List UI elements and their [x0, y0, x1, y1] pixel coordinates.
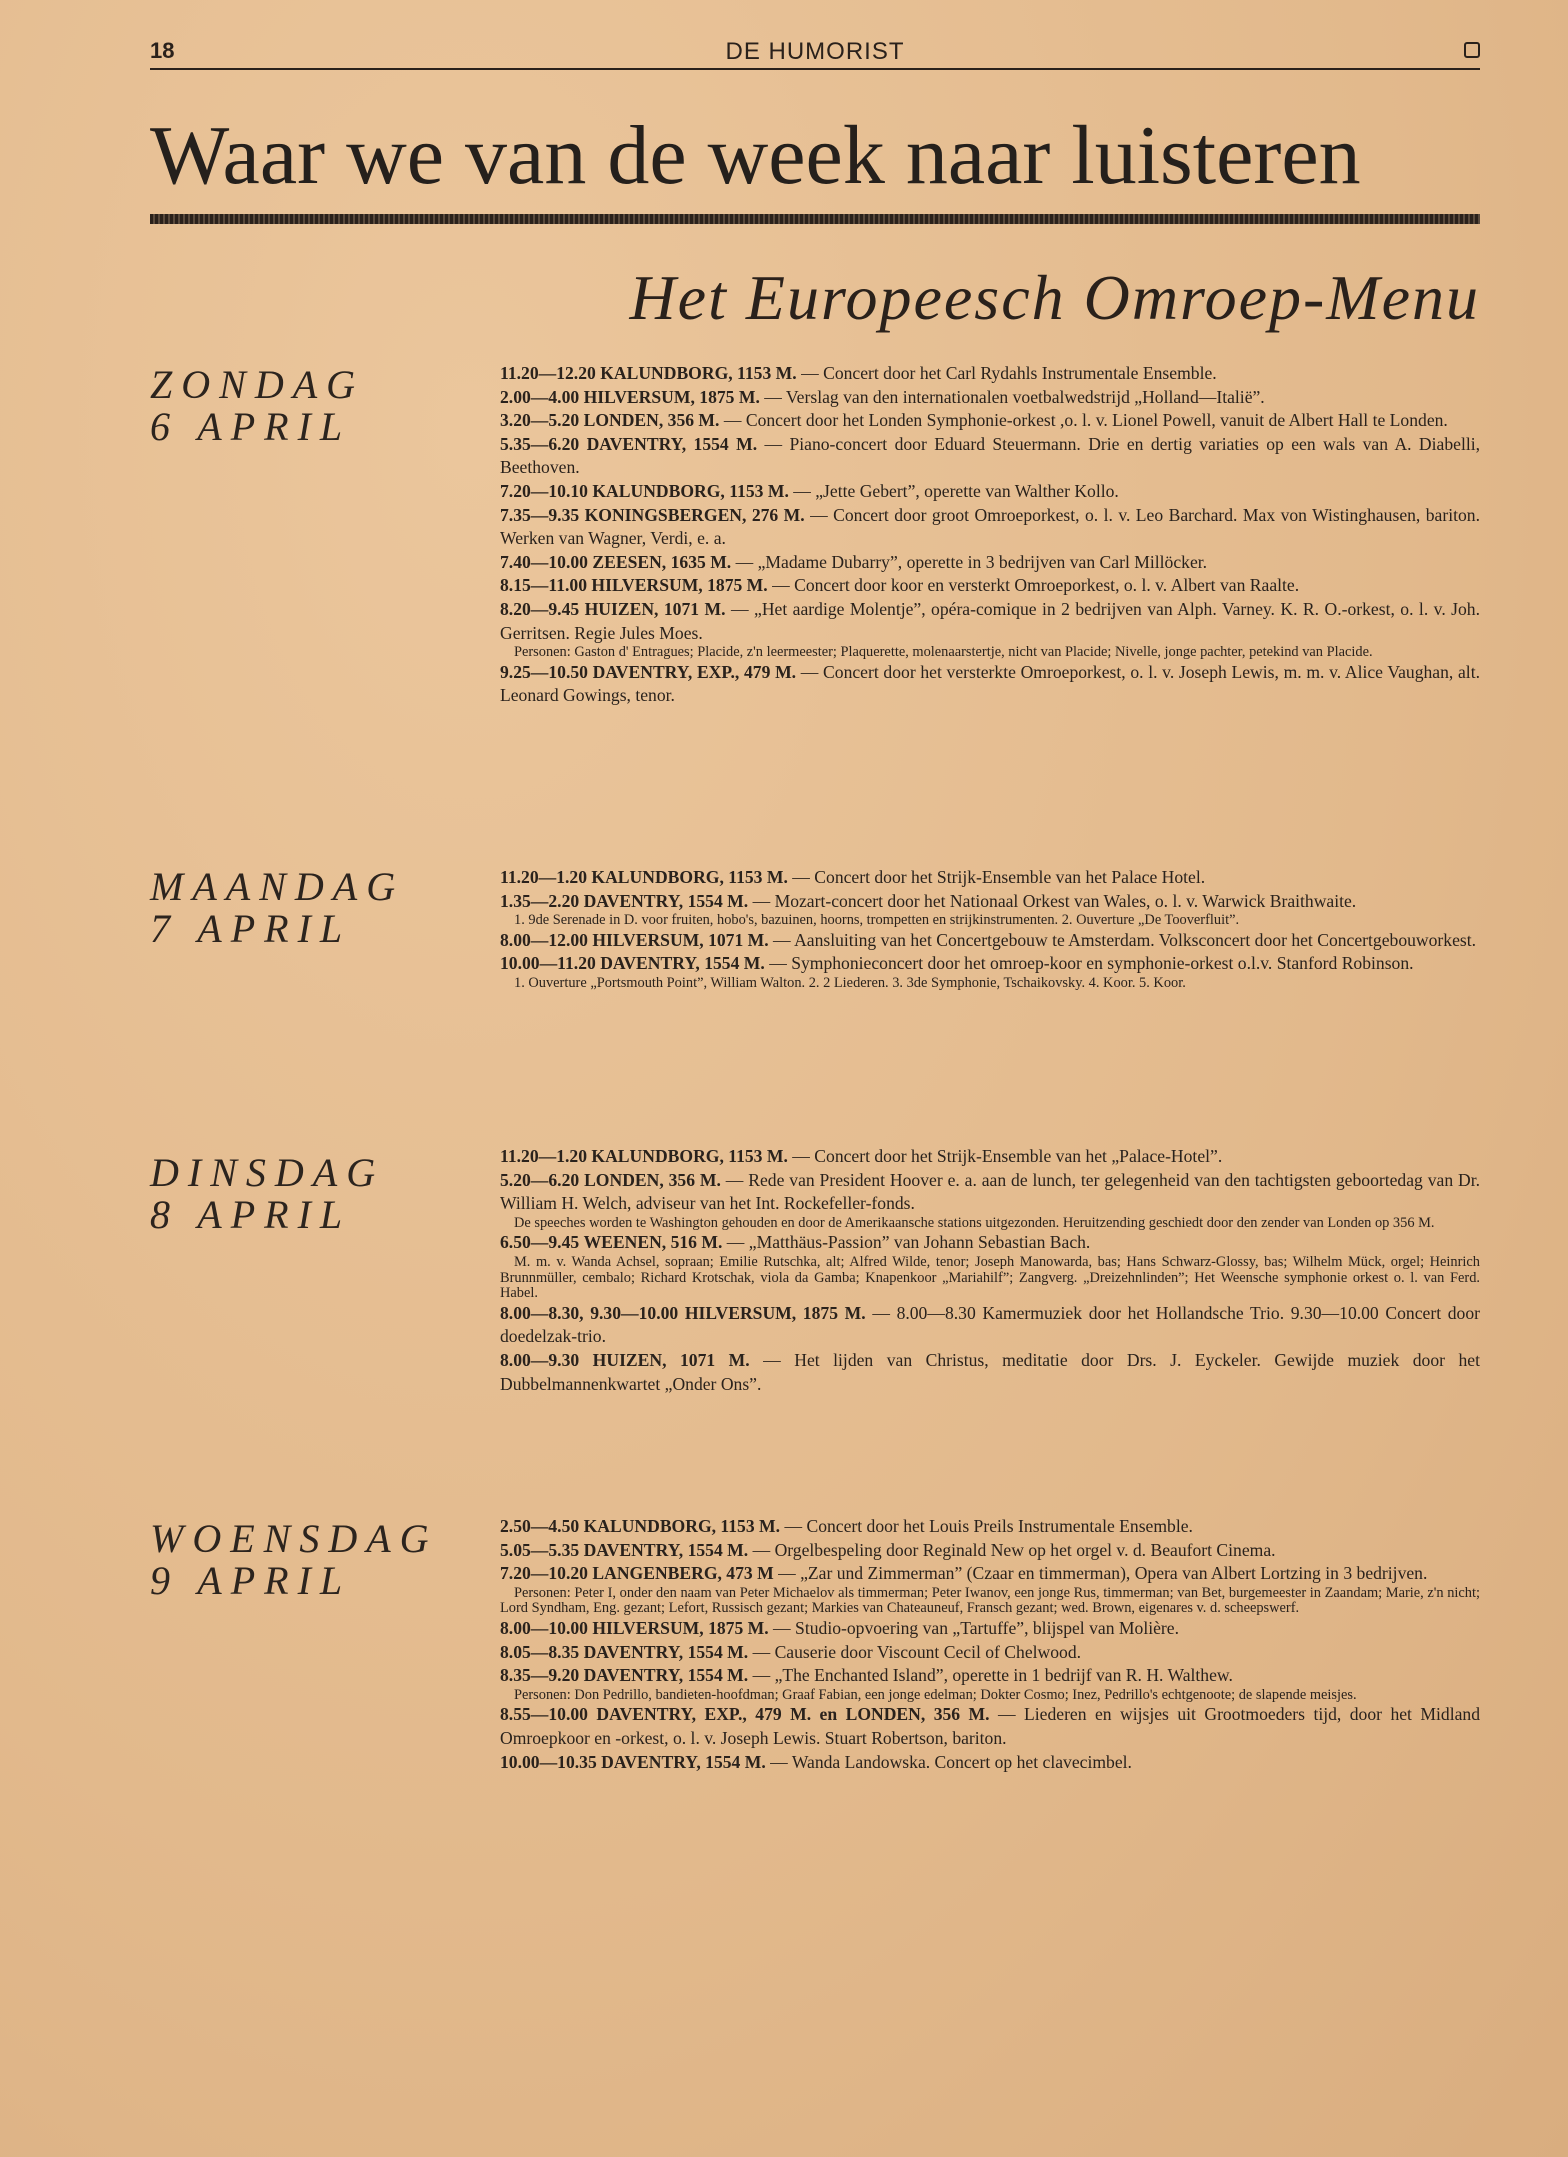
program-time: 7.20—10.20: [500, 1563, 588, 1584]
program-description: — Het lijden van Christus, meditatie door Drs. J. Eyckeler. Gewijde muziek door het Dubbelmannenkwartet „Onder Ons”.: [500, 1349, 1480, 1394]
program-station: DAVENTRY, EXP., 479 M. en LONDEN, 356 M.: [596, 1704, 990, 1725]
program-station: DAVENTRY, 1554 M.: [583, 1665, 749, 1686]
day-name: ZONDAG: [150, 362, 365, 407]
program-description: — „Jette Gebert”, operette van Walther Kollo.: [788, 480, 1119, 501]
program-time: 6.50—9.45: [500, 1232, 580, 1253]
program-entry: [500, 598, 1480, 645]
program-entry: [500, 1231, 1480, 1255]
program-description: — Orgelbespeling door Reginald New op het orgel v. d. Beaufort Cinema.: [748, 1539, 1276, 1560]
program-entry: [500, 1703, 1480, 1750]
program-entry: [500, 362, 1480, 386]
program-station: LONDEN, 356 M.: [583, 410, 720, 431]
program-entry: [500, 386, 1480, 410]
program-description: — Concert door het Londen Symphonie-orkest ,o. l. v. Lionel Powell, vanuit de Albert Hall te Londen.: [719, 410, 1448, 431]
program-station: DAVENTRY, 1554 M.: [601, 1751, 766, 1772]
program-note: Personen: Peter I, onder den naam van Peter Michaelov als timmerman; Peter Iwanov, een jonge Rus, timmerman; van Bet, burgemeester in Zaandam; Marie, z'n nicht; Lord Syndham, Eng. gezant; Lefort, Russisch gezant; Markies van Chateauneuf, Fransch gezant; wed. Brown, eigenares v. d. scheepswerf.: [500, 1584, 1480, 1617]
program-station: KALUNDBORG, 1153 M.: [600, 363, 797, 383]
program-description: — Piano-concert door Eduard Steuermann. Drie en dertig variaties op een wals van A. Diabelli, Beethoven.: [500, 433, 1481, 478]
program-time: 8.00—9.30: [500, 1349, 580, 1370]
program-entry: [500, 1664, 1480, 1688]
program-description: — Verslag van den internationalen voetbalwedstrijd „Holland—Italië”.: [759, 386, 1265, 407]
schedule-sunday: [500, 362, 1480, 708]
program-time: 8.20—9.45: [500, 598, 580, 619]
program-time: 8.15—11.00: [500, 575, 587, 596]
day-date: 9 APRIL: [150, 1558, 352, 1603]
program-time: 2.00—4.00: [500, 386, 580, 407]
program-description: — Concert door het Carl Rydahls Instrumentale Ensemble.: [796, 363, 1217, 383]
day-heading-wednesday: [150, 1518, 470, 1602]
program-entry: [500, 1562, 1480, 1586]
program-station: KONINGSBERGEN, 276 M.: [584, 504, 805, 525]
program-station: ZEESEN, 1635 M.: [592, 551, 732, 572]
program-description: — Aansluiting van het Concertgebouw te Amsterdam. Volksconcert door het Concertgebouworkest.: [768, 929, 1477, 950]
program-entry: [500, 1145, 1480, 1169]
program-entry: [500, 929, 1480, 953]
program-entry: [500, 1515, 1480, 1539]
program-entry: [500, 1302, 1480, 1349]
program-time: 8.00—8.30, 9.30—10.00: [500, 1302, 679, 1323]
program-note: Personen: Don Pedrillo, bandieten-hoofdman; Graaf Fabian, een jonge edelman; Dokter Cosmo; Inez, Pedrillo's echtgenoote; de slapende meisjes.: [514, 1686, 1357, 1703]
program-description: — Liederen en wijsjes uit Grootmoeders tijd, door het Midland Omroepkoor en -orkest, o. l. v. Joseph Lewis. Stuart Robertson, bariton.: [500, 1704, 1481, 1748]
program-entry: [500, 574, 1480, 598]
program-entry: [500, 866, 1480, 890]
program-description: — Concert door het Strijk-Ensemble van het „Palace-Hotel”.: [787, 1146, 1223, 1166]
program-description: — Concert door het Strijk-Ensemble van het Palace Hotel.: [787, 867, 1206, 887]
program-station: KALUNDBORG, 1153 M.: [592, 480, 789, 501]
program-time: 11.20—1.20: [500, 1146, 587, 1166]
section-subhead: Het Europeesch Omroep-Menu: [629, 262, 1480, 333]
program-time: 5.20—6.20: [500, 1169, 580, 1190]
program-note: Personen: Gaston d' Entragues; Placide, z'n leermeester; Plaquerette, molenaarstertje, nicht van Placide; Nivelle, jonge pachter, petekind van Placide.: [514, 644, 1373, 661]
program-time: 8.35—9.20: [500, 1665, 580, 1686]
program-entry: [500, 1539, 1480, 1563]
program-time: 5.05—5.35: [500, 1539, 580, 1560]
program-time: 10.00—10.35: [500, 1751, 597, 1772]
day-date: 7 APRIL: [150, 906, 352, 951]
program-note: De speeches worden te Washington gehouden en door de Amerikaansche stations uitgezonden. Heruitzending geschiedt door den zender van Londen op 356 M.: [514, 1214, 1435, 1231]
program-station: DAVENTRY, 1554 M.: [583, 890, 749, 911]
program-description: — Mozart-concert door het Nationaal Orkest van Wales, o. l. v. Warwick Braithwaite.: [748, 890, 1357, 911]
program-description: — Wanda Landowska. Concert op het clavecimbel.: [765, 1751, 1132, 1772]
program-station: HUIZEN, 1071 M.: [584, 598, 726, 619]
day-name: DINSDAG: [150, 1150, 385, 1195]
program-time: 11.20—1.20: [500, 867, 587, 887]
program-entry: [500, 1169, 1480, 1216]
program-time: 8.55—10.00: [500, 1704, 588, 1725]
program-note: 1. 9de Serenade in D. voor fruiten, hobo's, bazuinen, hoorns, trompetten en strijkinstrumenten. 2. Ouverture „De Tooverfluit”.: [514, 912, 1240, 929]
program-time: 7.20—10.10: [500, 480, 588, 501]
program-description: — Concert door het versterkte Omroeporkest, o. l. v. Joseph Lewis, m. m. v. Alice Vaughan, alt. Leonard Gowings, tenor.: [500, 661, 1480, 706]
program-station: HUIZEN, 1071 M.: [592, 1349, 750, 1370]
program-entry: [500, 1641, 1480, 1665]
program-station: HILVERSUM, 1071 M.: [592, 929, 769, 950]
day-heading-tuesday: [150, 1152, 470, 1236]
program-time: 3.20—5.20: [500, 410, 580, 431]
program-station: DAVENTRY, 1554 M.: [586, 433, 758, 454]
program-description: — Causerie door Viscount Cecil of Chelwood.: [748, 1641, 1082, 1662]
program-station: KALUNDBORG, 1153 M.: [591, 1146, 788, 1166]
schedule-monday: [500, 866, 1480, 992]
day-heading-sunday: [150, 364, 470, 448]
program-time: 11.20—12.20: [500, 363, 596, 383]
program-entry: [500, 551, 1480, 575]
program-entry: [500, 480, 1480, 504]
program-station: DAVENTRY, 1554 M.: [583, 1539, 749, 1560]
program-description: — Symphonieconcert door het omroep-koor en symphonie-orkest o.l.v. Stanford Robinson.: [764, 953, 1414, 974]
program-note: M. m. v. Wanda Achsel, sopraan; Emilie Rutschka, alt; Alfred Wilde, tenor; Joseph Manowarda, bas; Hans Schwarz-Glossy, bas; Wilhelm Mück, orgel; Heinrich Brunnmüller, cembalo; Richard Krotschak, viola da Gamba; Knapenkoor „Mariahilf”; Zangverg. „Dreizehnlinden”; Het Weensche symphonie orkest o. l. van Ferd. Habel.: [500, 1253, 1480, 1302]
program-station: HILVERSUM, 1875 M.: [583, 386, 760, 407]
program-entry: [500, 890, 1480, 914]
program-station: WEENEN, 516 M.: [583, 1232, 723, 1253]
program-time: 1.35—2.20: [500, 890, 580, 911]
program-description: — „Het aardige Molentje”, opéra-comique in 2 bedrijven van Alph. Varney. K. R. O.-orkest, o. l. v. Joh. Gerritsen. Regie Jules Moes.: [500, 598, 1481, 643]
program-station: LONDEN, 356 M.: [584, 1169, 721, 1190]
day-date: 6 APRIL: [150, 404, 352, 449]
ornament-icon: [1464, 42, 1480, 58]
program-entry: [500, 433, 1480, 480]
program-description: — „Zar und Zimmerman” (Czaar en timmerman), Opera van Albert Lortzing in 3 bedrijven.: [773, 1563, 1428, 1584]
program-time: 7.40—10.00: [500, 551, 588, 572]
program-description: — 8.00—8.30 Kamermuziek door het Hollandsche Trio. 9.30—10.00 Concert door doedelzak-trio.: [500, 1302, 1480, 1347]
program-description: — Concert door koor en versterkt Omroeporkest, o. l. v. Albert van Raalte.: [767, 575, 1300, 596]
program-description: — „Matthäus-Passion” van Johann Sebastian Bach.: [722, 1232, 1091, 1253]
program-description: — Studio-opvoering van „Tartuffe”, blijspel van Molière.: [768, 1617, 1179, 1638]
running-head: [150, 36, 1480, 68]
program-station: HILVERSUM, 1875 M.: [684, 1302, 866, 1323]
schedule-tuesday: [500, 1145, 1480, 1396]
program-description: — Concert door het Louis Preils Instrumentale Ensemble.: [780, 1516, 1193, 1536]
program-station: DAVENTRY, 1554 M.: [583, 1641, 749, 1662]
program-entry: [500, 1617, 1480, 1641]
program-entry: [500, 1349, 1480, 1396]
program-entry: [500, 952, 1480, 976]
page-number: 18: [150, 38, 175, 63]
program-station: DAVENTRY, EXP., 479 M.: [592, 661, 797, 682]
day-name: WOENSDAG: [150, 1516, 438, 1561]
program-station: KALUNDBORG, 1153 M.: [591, 867, 788, 887]
program-time: 2.50—4.50: [500, 1516, 580, 1536]
header-rule: [150, 68, 1480, 70]
program-description: — Rede van President Hoover e. a. aan de lunch, ter gelegenheid van den tachtigsten geboortedag van Dr. William H. Welch, adviseur van het Int. Rockefeller-fonds.: [500, 1169, 1480, 1214]
page-headline: Waar we van de week naar luisteren: [150, 109, 1361, 202]
day-name: MAANDAG: [150, 864, 405, 909]
program-entry: [500, 504, 1480, 551]
program-note: 1. Ouverture „Portsmouth Point”, William Walton. 2. 2 Liederen. 3. 3de Symphonie, Tschaikovsky. 4. Koor. 5. Koor.: [514, 974, 1186, 991]
program-entry: [500, 1751, 1480, 1775]
program-time: 8.00—10.00: [500, 1617, 588, 1638]
program-station: HILVERSUM, 1875 M.: [592, 1617, 769, 1638]
program-station: HILVERSUM, 1875 M.: [591, 575, 768, 596]
program-description: — „The Enchanted Island”, operette in 1 bedrijf van R. H. Walthew.: [748, 1665, 1233, 1686]
day-date: 8 APRIL: [150, 1192, 352, 1237]
day-heading-monday: [150, 866, 470, 950]
schedule-wednesday: [500, 1515, 1480, 1774]
program-station: KALUNDBORG, 1153 M.: [583, 1516, 781, 1536]
program-entry: [500, 409, 1480, 433]
program-station: DAVENTRY, 1554 M.: [600, 953, 765, 974]
program-time: 8.00—12.00: [500, 929, 588, 950]
program-time: 5.35—6.20: [500, 433, 580, 454]
program-station: LANGENBERG, 473 M: [592, 1563, 774, 1584]
program-description: — Concert door groot Omroeporkest, o. l. v. Leo Barchard. Max von Wistinghausen, bariton. Werken van Wagner, Verdi, e. a.: [500, 504, 1480, 549]
program-description: — „Madame Dubarry”, operette in 3 bedrijven van Carl Millöcker.: [731, 551, 1208, 572]
program-time: 7.35—9.35: [500, 504, 580, 525]
magazine-name: DE HUMORIST: [725, 38, 905, 65]
program-time: 9.25—10.50: [500, 661, 588, 682]
program-time: 10.00—11.20: [500, 953, 596, 974]
decorative-rule: [150, 214, 1480, 224]
program-time: 8.05—8.35: [500, 1641, 580, 1662]
program-entry: [500, 661, 1480, 708]
